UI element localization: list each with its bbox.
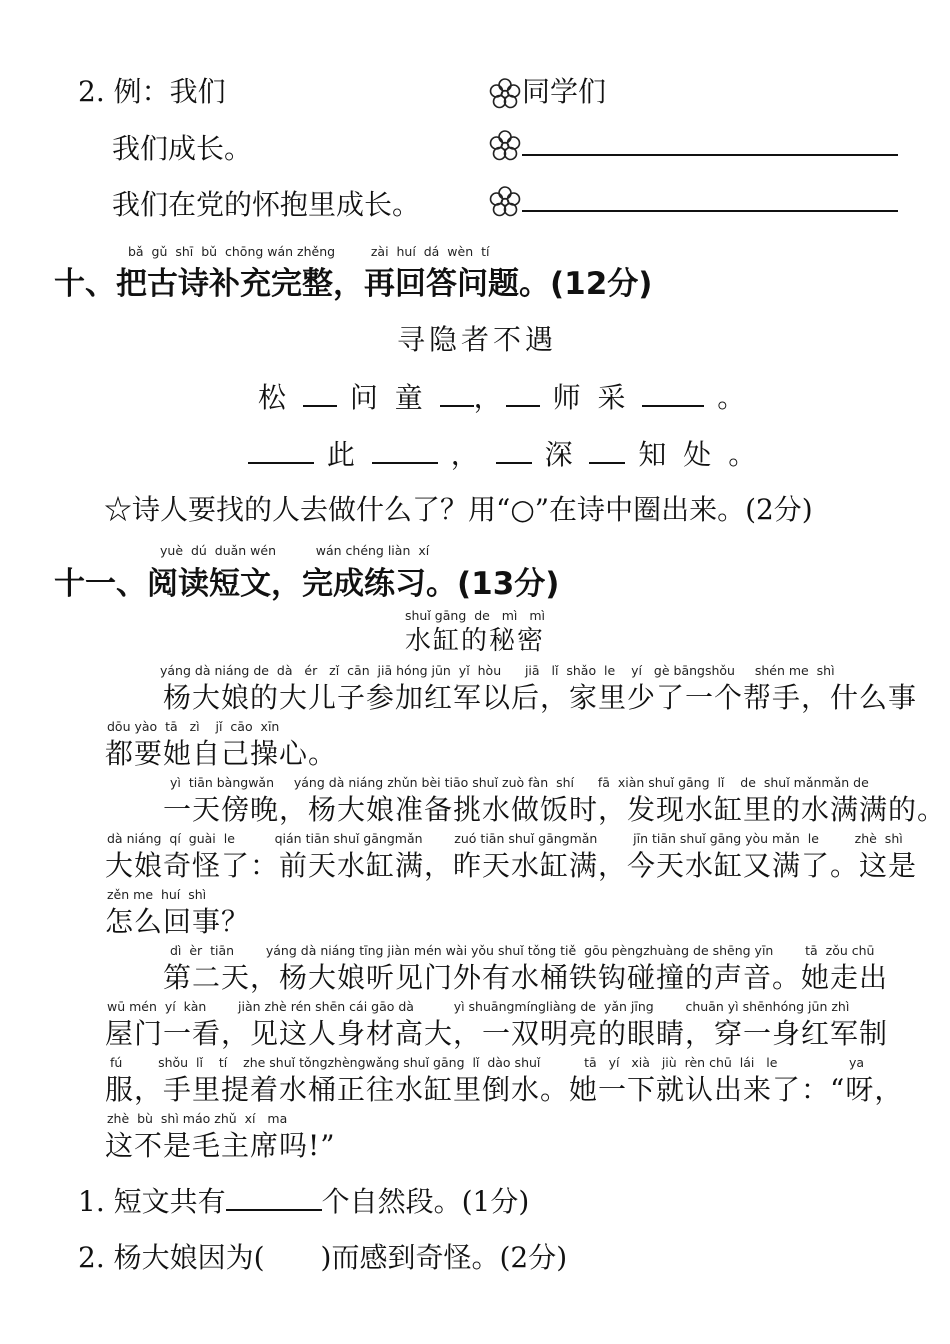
example-row2: 我们在党的怀抱里成长。 xyxy=(112,188,421,221)
story-line: 一天傍晚，杨大娘准备挑水做饭时，发现水缸里的水满满的。 xyxy=(105,793,947,826)
poem-blank[interactable] xyxy=(248,437,314,464)
story-line-pinyin: yì tiān bàngwǎn yáng dà niáng zhǔn bèi tiāo shuǐ zuò fàn shí fā xiàn shuǐ gāng lǐ de shuǐ mǎnmǎn de xyxy=(170,775,869,790)
poem-blank[interactable] xyxy=(496,437,532,464)
poem-blank[interactable] xyxy=(303,380,337,407)
story-title: 水缸的秘密 xyxy=(405,626,546,656)
poem-line-2 xyxy=(248,433,760,473)
poem-word: 知 处 。 xyxy=(638,438,761,471)
story-line-pinyin: yáng dà niáng de dà ér zǐ cān jiā hóng jūn yǐ hòu jiā lǐ shǎo le yí gè bāngshǒu shén me shì xyxy=(160,663,835,678)
section10-pinyin: bǎ gǔ shī bǔ chōng wán zhěng zài huí dá wèn tí xyxy=(128,244,490,259)
example-label: 2. 例：我们 xyxy=(78,75,226,108)
poem-word: 此 xyxy=(326,438,359,471)
story-line-pinyin: dì èr tiān yáng dà niáng tīng jiàn mén wài yǒu shuǐ tǒng tiě gōu pèngzhuàng de shēng yīn tā zǒu chū xyxy=(170,943,875,958)
story-line: 大娘奇怪了：前天水缸满，昨天水缸满，今天水缸又满了。这是 xyxy=(105,849,918,882)
poem-blank[interactable] xyxy=(589,437,625,464)
example-answer: 同学们 xyxy=(522,75,607,108)
poem-blank[interactable] xyxy=(440,380,474,407)
answer-blank-1[interactable] xyxy=(522,154,898,156)
story-line: 杨大娘的大儿子参加红军以后，家里少了一个帮手，什么事 xyxy=(105,681,918,714)
question-1-tail: 个自然段。(1分) xyxy=(321,1185,530,1218)
question-1-text: 1. 短文共有 xyxy=(78,1185,226,1218)
flower-icon xyxy=(488,77,522,111)
poem-punct: ， xyxy=(450,438,483,471)
question-2 xyxy=(78,1236,567,1276)
poem-word: 问 童 xyxy=(349,381,427,414)
question-1 xyxy=(78,1180,529,1220)
poem-punct: 。 xyxy=(717,381,750,414)
answer-blank-q1[interactable] xyxy=(226,1184,322,1211)
story-line: 屋门一看，见这人身材高大，一双明亮的眼睛，穿一身红军制 xyxy=(105,1017,889,1050)
story-line: 第二天，杨大娘听见门外有水桶铁钩碰撞的声音。她走出 xyxy=(105,961,889,994)
story-line: 都要她自己操心。 xyxy=(105,737,338,770)
poem-question: ☆诗人要找的人去做什么了？用“○”在诗中圈出来。(2分) xyxy=(104,493,813,526)
section10-title: 十、把古诗补充完整，再回答问题。(12分) xyxy=(54,266,653,302)
example-row1: 我们成长。 xyxy=(112,132,253,165)
story-title-pinyin: shuǐ gāng de mì mì xyxy=(405,608,545,623)
poem-punct: ， xyxy=(473,381,506,414)
question-2-tail: )而感到奇怪。(2分) xyxy=(320,1241,568,1274)
story-line: 服，手里提着水桶正往水缸里倒水。她一下就认出来了：“呀， xyxy=(105,1073,904,1106)
question-2-text: 2. 杨大娘因为( xyxy=(78,1241,265,1274)
poem-blank[interactable] xyxy=(372,437,438,464)
story-line: 这不是毛主席吗!” xyxy=(105,1129,336,1162)
poem-word: 松 xyxy=(258,381,291,414)
story-line: 怎么回事？ xyxy=(105,905,251,938)
answer-row1 xyxy=(488,127,522,163)
answer-blank-2[interactable] xyxy=(522,210,898,212)
story-line-pinyin: dōu yào tā zì jǐ cāo xīn xyxy=(107,719,280,734)
story-line-pinyin: zěn me huí shì xyxy=(107,887,207,902)
story-line-pinyin: zhè bù shì máo zhǔ xí ma xyxy=(107,1111,288,1126)
example-answer-row xyxy=(488,70,606,111)
flower-icon xyxy=(488,185,522,219)
answer-row2 xyxy=(488,183,522,219)
section11-pinyin: yuè dú duǎn wén wán chéng liàn xí xyxy=(160,543,430,558)
poem-title: 寻隐者不遇 xyxy=(397,323,558,356)
story-line-pinyin: dà niáng qí guài le qián tiān shuǐ gāngmǎn zuó tiān shuǐ gāngmǎn jīn tiān shuǐ gāng yòu mǎn le zhè shì xyxy=(107,831,903,846)
story-line-pinyin: fú shǒu lǐ tí zhe shuǐ tǒngzhèngwǎng shuǐ gāng lǐ dào shuǐ tā yí xià jiù rèn chū lái le ya xyxy=(110,1055,865,1070)
poem-blank[interactable] xyxy=(506,380,540,407)
flower-icon xyxy=(488,129,522,163)
poem-blank[interactable] xyxy=(642,380,704,407)
poem-line-1 xyxy=(258,376,749,416)
story-line-pinyin: wū mén yí kàn jiàn zhè rén shēn cái gāo dà yì shuāngmíngliàng de yǎn jīng chuān yì shēnhóng jūn zhì xyxy=(107,999,850,1014)
poem-word: 师 采 xyxy=(552,381,630,414)
section11-title: 十一、阅读短文，完成练习。(13分) xyxy=(54,566,560,602)
poem-word: 深 xyxy=(544,438,577,471)
